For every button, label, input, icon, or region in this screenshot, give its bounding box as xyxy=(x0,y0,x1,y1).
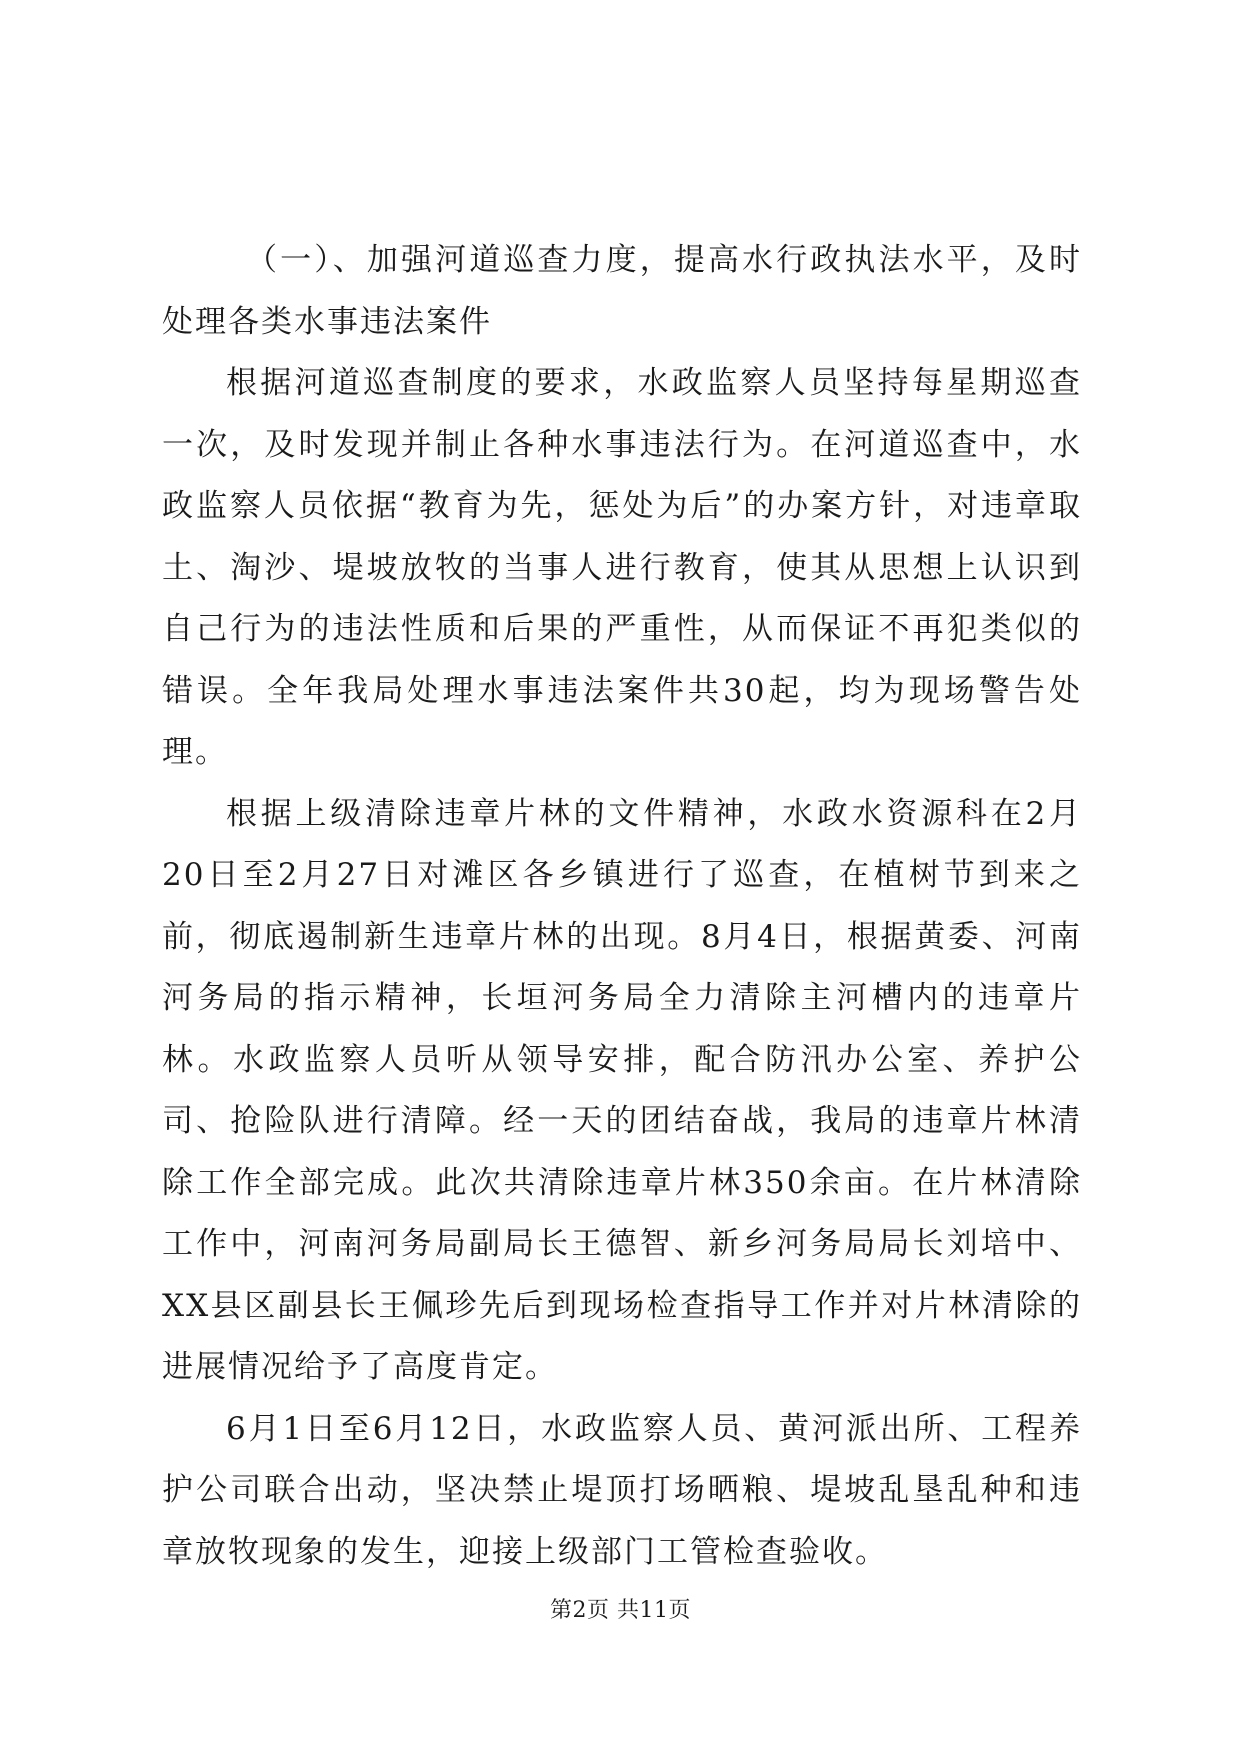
document-body xyxy=(162,230,1082,1583)
paragraph-forest-clearing: 根据上级清除违章片林的文件精神，水政水资源科在2月20日至2月27日对滩区各乡镇进行了巡查，在植树节到来之前，彻底遏制新生违章片林的出现。8月4日，根据黄委、河南河务局的指示精神，长垣河务局全力清除主河槽内的违章片林。水政监察人员听从领导安排，配合防汛办公室、养护公司、抢险队进行清障。经一天的团结奋战，我局的违章片林清除工作全部完成。此次共清除违章片林350余亩。在片林清除工作中，河南河务局副局长王德智、新乡河务局局长刘培中、XX县区副县长王佩珍先后到现场检查指导工作并对片林清除的进展情况给予了高度肯定。 xyxy=(162,795,1082,1385)
section-heading: （一）、加强河道巡查力度，提高水行政执法水平，及时处理各类水事违法案件 xyxy=(162,242,1082,340)
page-number-footer: 第2页 共11页 xyxy=(550,1598,691,1623)
paragraph-patrol: 根据河道巡查制度的要求，水政监察人员坚持每星期巡查一次，及时发现并制止各种水事违法行为。在河道巡查中，水政监察人员依据“教育为先，惩处为后”的办案方针，对违章取土、淘沙、堤坡放牧的当事人进行教育，使其从思想上认识到自己行为的违法性质和后果的严重性，从而保证不再犯类似的错误。全年我局处理水事违法案件共30起，均为现场警告处理。 xyxy=(162,365,1082,770)
paragraph-joint-action: 6月1日至6月12日，水政监察人员、黄河派出所、工程养护公司联合出动，坚决禁止堤顶打场晒粮、堤坡乱垦乱种和违章放牧现象的发生，迎接上级部门工管检查验收。 xyxy=(162,1410,1082,1570)
